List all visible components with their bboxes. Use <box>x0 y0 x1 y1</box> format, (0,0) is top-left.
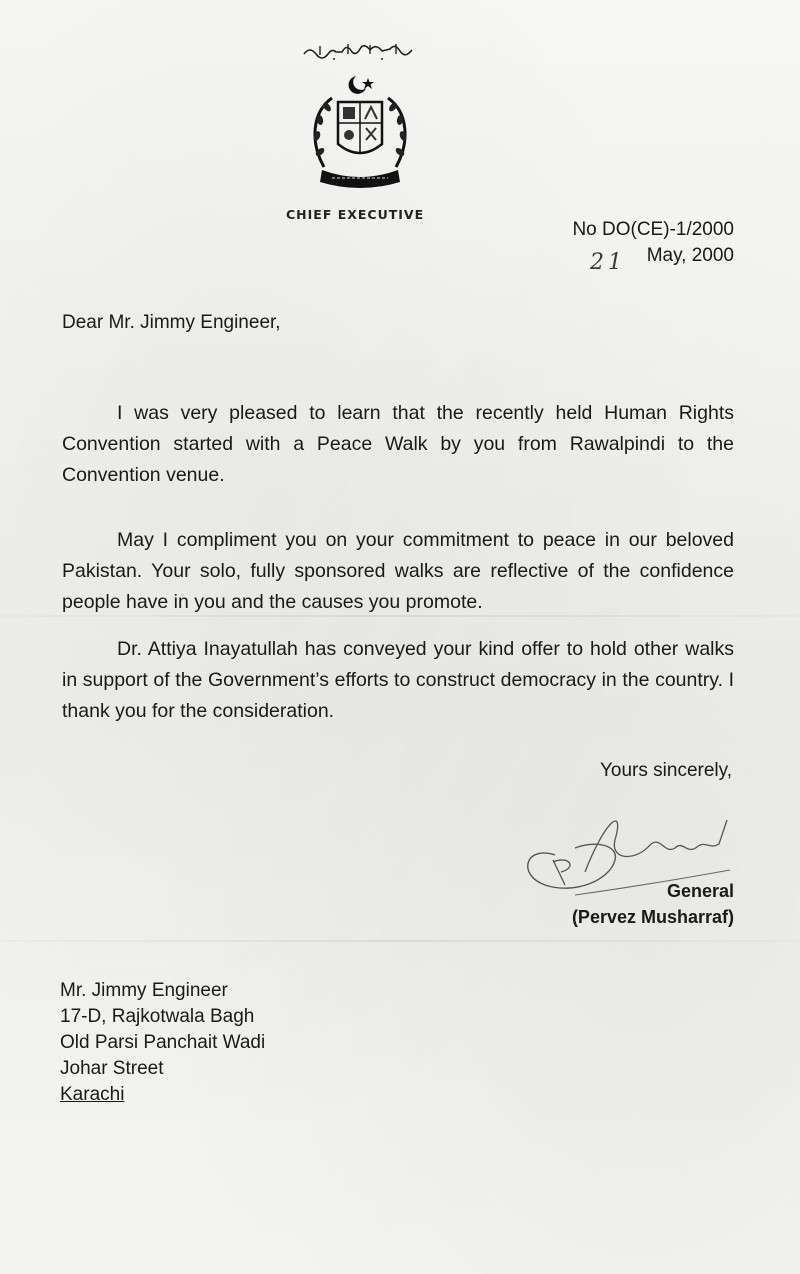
office-title: CHIEF EXECUTIVE <box>286 207 425 222</box>
signatory-block <box>572 878 734 930</box>
signatory-rank: General <box>666 881 734 901</box>
state-emblem-icon <box>308 72 412 192</box>
body-paragraph-1: I was very pleased to learn that the recently held Human Rights Convention started with a Peace Walk by you from Rawalpindi to the Convention venue. <box>62 402 734 486</box>
body-paragraph-2: May I compliment you on your commitment to peace in our beloved Pakistan. Your solo, fully sponsored walks are reflective of the confidence people have in you and the causes you promote. <box>62 529 734 613</box>
bismillah-calligraphy-icon <box>300 40 420 62</box>
paper-fold <box>0 940 800 942</box>
recipient-address <box>60 978 265 1108</box>
body-paragraph-3: Dr. Attiya Inayatullah has conveyed your kind offer to hold other walks in support of the Government’s efforts to construct democracy in the country. I thank you for the consideration. <box>62 638 734 722</box>
recipient-name: Mr. Jimmy Engineer <box>60 980 228 1001</box>
salutation: Dear Mr. Jimmy Engineer, <box>62 312 281 333</box>
letter-date: May, 2000 <box>646 245 734 266</box>
closing: Yours sincerely, <box>599 760 732 781</box>
address-line-1: 17-D, Rajkotwala Bagh <box>60 1006 255 1027</box>
address-line-3: Johar Street <box>60 1058 164 1079</box>
signatory-name: (Pervez Musharraf) <box>571 907 734 927</box>
handwritten-day: 21 <box>590 250 626 275</box>
address-city: Karachi <box>60 1084 125 1105</box>
reference-number: No DO(CE)-1/2000 <box>572 219 734 240</box>
address-line-2: Old Parsi Panchait Wadi <box>60 1032 266 1053</box>
